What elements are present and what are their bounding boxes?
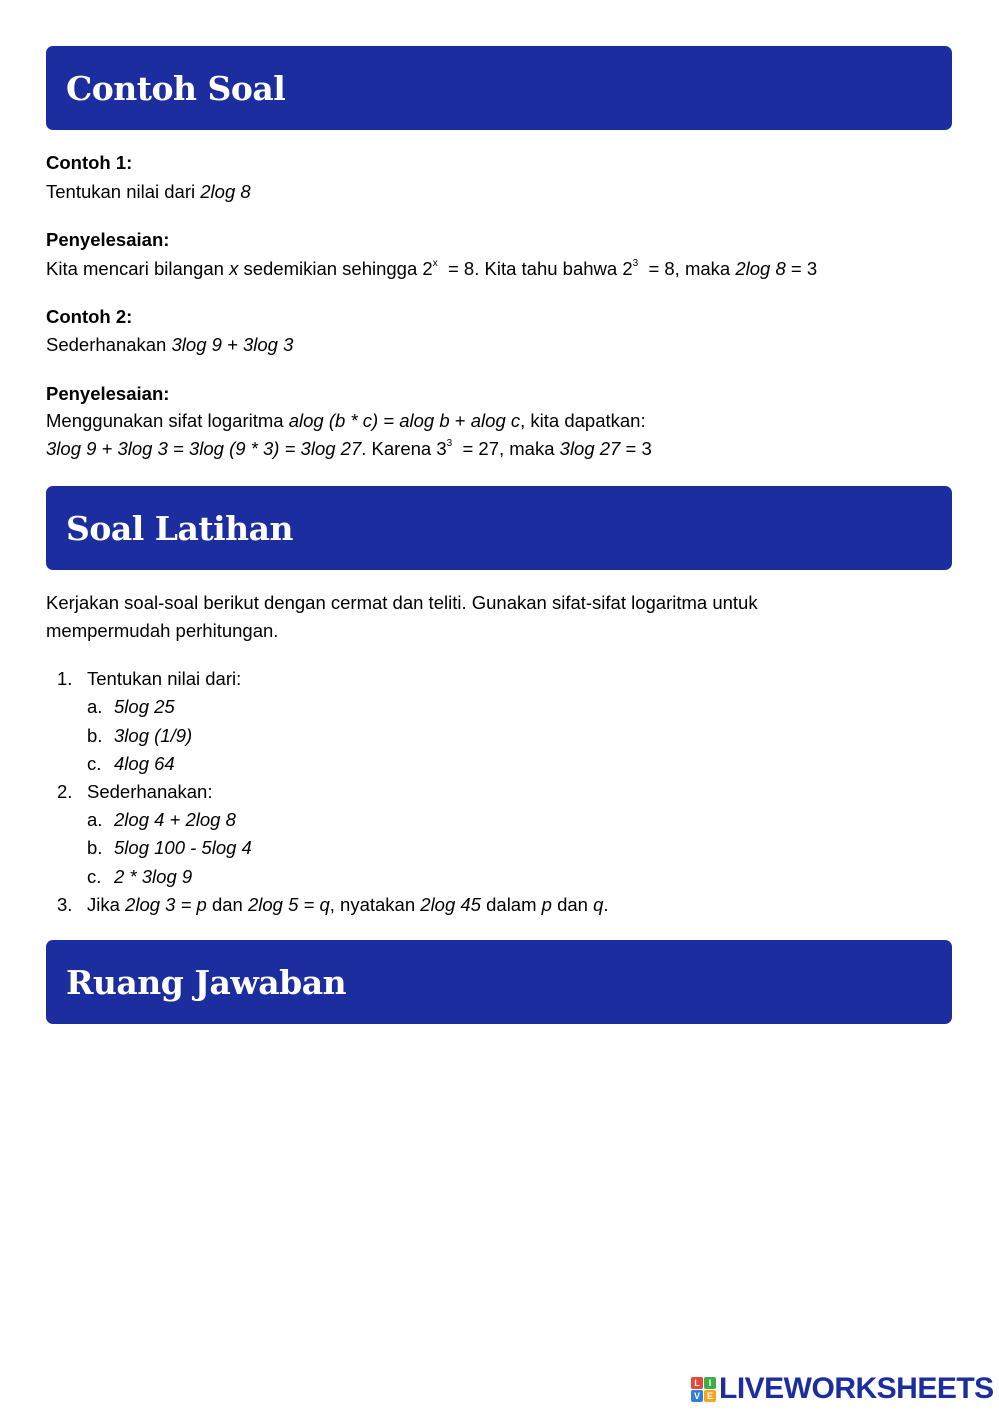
example-2-solution-line-1: Menggunakan sifat logaritma alog (b * c) = alog b + alog c, kita dapatkan: xyxy=(46,410,646,431)
question-1-item: a. 5log 25 xyxy=(87,696,175,717)
logo-tile: V xyxy=(691,1390,703,1402)
example-1-question: Tentukan nilai dari 2log 8 xyxy=(46,181,251,202)
example-2-solution-line-2: 3log 9 + 3log 3 = 3log (9 * 3) = 3log 27. Karena $3^3 = 27$, maka 3log 27 = 3 xyxy=(46,438,652,459)
logo-text: LIVEWORKSHEETS xyxy=(719,1372,994,1405)
logo-tile: I xyxy=(704,1377,716,1389)
section-title: Ruang Jawaban xyxy=(66,962,347,1002)
example-1-solution-label: Penyelesaian: xyxy=(46,229,170,250)
question-2-item: c. 2 * 3log 9 xyxy=(87,866,193,887)
example-1-label: Contoh 1: xyxy=(46,152,133,173)
exercise-intro-line-2: mempermudah perhitungan. xyxy=(46,620,279,641)
section-title: Soal Latihan xyxy=(66,508,293,548)
logo-icon xyxy=(691,1377,716,1402)
question-2-item: a. 2log 4 + 2log 8 xyxy=(87,809,236,830)
example-2-solution-label: Penyelesaian: xyxy=(46,383,170,404)
question-2: 2. Sederhanakan: xyxy=(57,781,213,802)
logo-tile: E xyxy=(704,1390,716,1402)
section-title: Contoh Soal xyxy=(66,68,286,108)
question-1: 1. Tentukan nilai dari: xyxy=(57,668,242,689)
section-header-soal-latihan xyxy=(46,486,952,570)
logo-tile: L xyxy=(691,1377,703,1389)
question-1-item: c. 4log 64 xyxy=(87,753,175,774)
question-3: 3. Jika 2log 3 = p dan 2log 5 = q, nyatakan 2log 45 dalam p dan q. xyxy=(57,894,609,915)
liveworksheets-logo xyxy=(691,1374,994,1404)
example-1-solution: Kita mencari bilangan x sedemikian sehingga 2$^x$ = 8. Kita tahu bahwa $2^3 = 8$, maka 2log 8 = 3 xyxy=(46,258,818,279)
example-2-question: Sederhanakan 3log 9 + 3log 3 xyxy=(46,334,294,355)
section-header-contoh-soal xyxy=(46,46,952,130)
section-header-ruang-jawaban xyxy=(46,940,952,1024)
exercise-intro-line-1: Kerjakan soal-soal berikut dengan cermat dan teliti. Gunakan sifat-sifat logaritma untuk xyxy=(46,592,758,613)
question-2-item: b. 5log 100 - 5log 4 xyxy=(87,837,252,858)
question-1-item: b. 3log (1/9) xyxy=(87,725,193,746)
example-2-label: Contoh 2: xyxy=(46,306,133,327)
